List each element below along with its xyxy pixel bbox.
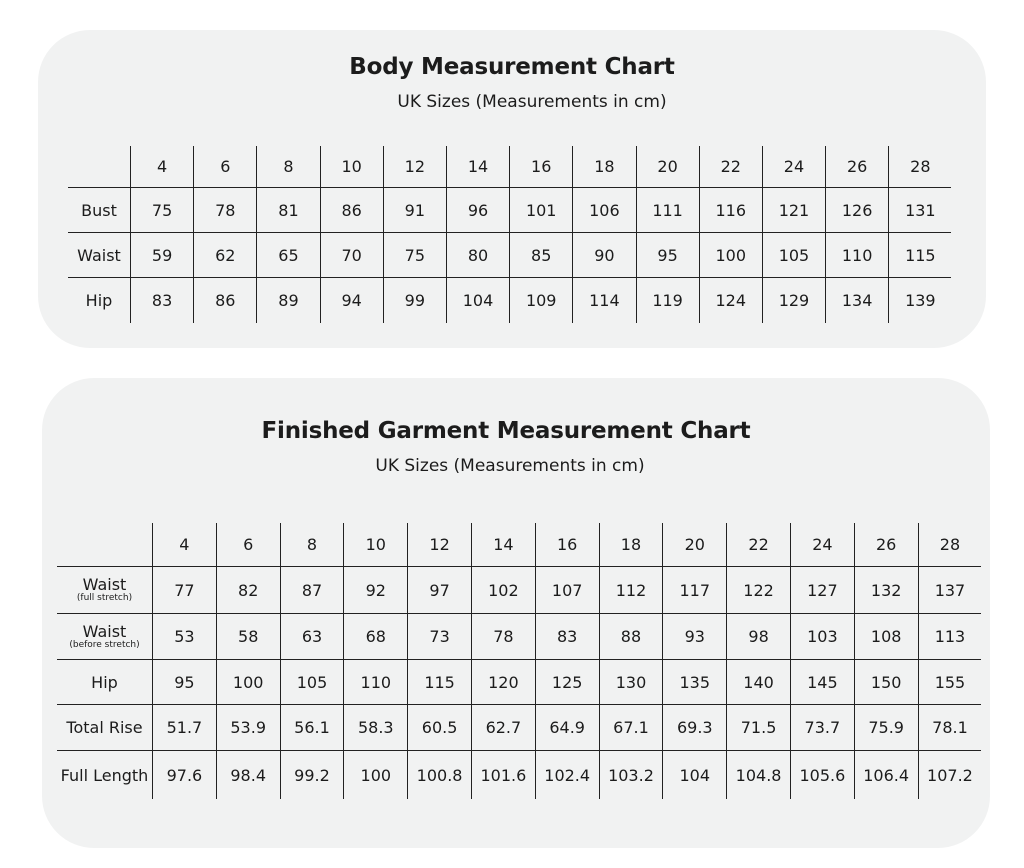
body-value-cell: 134 [825,278,888,323]
body-size-header: 6 [193,146,256,188]
garment-value-cell: 103.2 [599,751,663,799]
garment-value-cell: 130 [599,660,663,705]
garment-row-label [57,751,152,799]
garment-value-cell: 110 [343,660,407,705]
garment-value-cell: 98 [726,614,790,660]
garment-value-cell: 137 [918,567,982,614]
garment-value-cell: 71.5 [726,705,790,751]
garment-value-cell: 102 [471,567,535,614]
garment-value-cell: 120 [471,660,535,705]
garment-row-label-text: Waist [82,621,127,641]
garment-value-cell: 67.1 [599,705,663,751]
body-size-header: 20 [636,146,699,188]
body-size-header: 26 [825,146,888,188]
body-value-cell: 110 [825,233,888,278]
garment-value-cell: 101.6 [471,751,535,799]
garment-value-cell: 155 [918,660,982,705]
body-value-cell: 85 [509,233,572,278]
body-chart-title: Body Measurement Chart [349,54,675,80]
body-size-header: 16 [509,146,572,188]
garment-value-cell: 51.7 [152,705,216,751]
body-value-cell: 100 [699,233,762,278]
garment-value-cell: 102.4 [535,751,599,799]
garment-value-cell: 62.7 [471,705,535,751]
body-size-header: 14 [446,146,509,188]
garment-value-cell: 75.9 [854,705,918,751]
garment-value-cell: 117 [662,567,726,614]
garment-value-cell: 53 [152,614,216,660]
body-measurement-panel [38,30,986,348]
garment-value-cell: 150 [854,660,918,705]
garment-row-label [57,567,152,614]
garment-size-header: 12 [407,523,471,567]
garment-value-cell: 107.2 [918,751,982,799]
body-value-cell: 115 [888,233,951,278]
garment-value-cell: 64.9 [535,705,599,751]
garment-value-cell: 127 [790,567,854,614]
body-value-cell: 78 [193,188,256,233]
garment-value-cell: 78 [471,614,535,660]
body-corner-cell [68,146,130,188]
body-size-header: 22 [699,146,762,188]
garment-value-cell: 88 [599,614,663,660]
body-value-cell: 62 [193,233,256,278]
garment-value-cell: 100 [343,751,407,799]
garment-size-header: 28 [918,523,982,567]
body-value-cell: 89 [256,278,319,323]
garment-size-header: 6 [216,523,280,567]
garment-chart-subtitle: UK Sizes (Measurements in cm) [375,456,645,476]
body-value-cell: 116 [699,188,762,233]
garment-value-cell: 107 [535,567,599,614]
body-value-cell: 139 [888,278,951,323]
body-value-cell: 99 [383,278,446,323]
body-row-label [68,188,130,233]
garment-size-header: 10 [343,523,407,567]
garment-size-header: 26 [854,523,918,567]
garment-size-header: 14 [471,523,535,567]
body-row-label-text: Bust [81,200,117,220]
garment-value-cell: 87 [280,567,344,614]
garment-value-cell: 95 [152,660,216,705]
garment-value-cell: 93 [662,614,726,660]
body-row-label [68,278,130,323]
garment-value-cell: 78.1 [918,705,982,751]
garment-measurement-table [57,523,981,799]
garment-value-cell: 58 [216,614,280,660]
garment-value-cell: 140 [726,660,790,705]
garment-row-label-text: Total Rise [66,718,143,737]
body-row-label-text: Waist [77,245,121,265]
garment-size-header: 16 [535,523,599,567]
garment-value-cell: 68 [343,614,407,660]
body-value-cell: 83 [130,278,193,323]
garment-value-cell: 60.5 [407,705,471,751]
garment-value-cell: 97.6 [152,751,216,799]
body-value-cell: 131 [888,188,951,233]
garment-value-cell: 103 [790,614,854,660]
garment-value-cell: 106.4 [854,751,918,799]
garment-value-cell: 73.7 [790,705,854,751]
body-value-cell: 75 [130,188,193,233]
garment-value-cell: 69.3 [662,705,726,751]
body-value-cell: 70 [320,233,383,278]
body-size-header: 24 [762,146,825,188]
body-row-label [68,233,130,278]
body-value-cell: 109 [509,278,572,323]
body-value-cell: 96 [446,188,509,233]
body-value-cell: 80 [446,233,509,278]
garment-value-cell: 105 [280,660,344,705]
garment-value-cell: 100.8 [407,751,471,799]
garment-value-cell: 100 [216,660,280,705]
garment-value-cell: 108 [854,614,918,660]
garment-value-cell: 113 [918,614,982,660]
body-size-header: 18 [572,146,635,188]
garment-row-sublabel-text: (full stretch) [76,593,133,603]
garment-row-label [57,705,152,751]
garment-value-cell: 125 [535,660,599,705]
body-size-header: 4 [130,146,193,188]
body-value-cell: 129 [762,278,825,323]
body-value-cell: 121 [762,188,825,233]
body-value-cell: 101 [509,188,572,233]
garment-value-cell: 56.1 [280,705,344,751]
body-size-header: 12 [383,146,446,188]
garment-value-cell: 122 [726,567,790,614]
garment-row-sublabel-text: (before stretch) [69,639,140,650]
body-size-header: 8 [256,146,319,188]
body-value-cell: 95 [636,233,699,278]
body-value-cell: 114 [572,278,635,323]
body-chart-subtitle: UK Sizes (Measurements in cm) [397,92,667,112]
garment-row-label-text: Full Length [60,765,149,785]
garment-value-cell: 92 [343,567,407,614]
body-row-label-text: Hip [85,291,113,310]
garment-value-cell: 97 [407,567,471,614]
garment-value-cell: 115 [407,660,471,705]
body-value-cell: 59 [130,233,193,278]
body-value-cell: 75 [383,233,446,278]
body-value-cell: 119 [636,278,699,323]
garment-row-label [57,660,152,705]
body-measurement-table [68,146,951,323]
garment-value-cell: 63 [280,614,344,660]
garment-value-cell: 98.4 [216,751,280,799]
body-value-cell: 86 [193,278,256,323]
body-value-cell: 90 [572,233,635,278]
garment-corner-cell [57,523,152,567]
body-size-header: 28 [888,146,951,188]
body-value-cell: 94 [320,278,383,323]
body-value-cell: 65 [256,233,319,278]
garment-size-header: 20 [662,523,726,567]
garment-value-cell: 104 [662,751,726,799]
garment-row-label-text: Waist [82,575,127,594]
garment-size-header: 18 [599,523,663,567]
body-value-cell: 104 [446,278,509,323]
garment-measurement-panel [42,378,990,848]
garment-row-label [57,614,152,660]
body-value-cell: 86 [320,188,383,233]
garment-value-cell: 145 [790,660,854,705]
garment-chart-title: Finished Garment Measurement Chart [261,418,751,444]
garment-size-header: 22 [726,523,790,567]
garment-value-cell: 104.8 [726,751,790,799]
garment-row-label-text: Hip [91,672,118,692]
body-value-cell: 81 [256,188,319,233]
garment-value-cell: 99.2 [280,751,344,799]
garment-value-cell: 82 [216,567,280,614]
body-value-cell: 106 [572,188,635,233]
body-size-header: 10 [320,146,383,188]
garment-value-cell: 132 [854,567,918,614]
body-value-cell: 105 [762,233,825,278]
garment-value-cell: 73 [407,614,471,660]
garment-size-header: 4 [152,523,216,567]
garment-value-cell: 112 [599,567,663,614]
garment-value-cell: 105.6 [790,751,854,799]
body-value-cell: 124 [699,278,762,323]
body-value-cell: 126 [825,188,888,233]
garment-value-cell: 135 [662,660,726,705]
garment-value-cell: 58.3 [343,705,407,751]
body-value-cell: 91 [383,188,446,233]
garment-value-cell: 53.9 [216,705,280,751]
garment-size-header: 24 [790,523,854,567]
body-value-cell: 111 [636,188,699,233]
garment-value-cell: 83 [535,614,599,660]
garment-value-cell: 77 [152,567,216,614]
garment-size-header: 8 [280,523,344,567]
